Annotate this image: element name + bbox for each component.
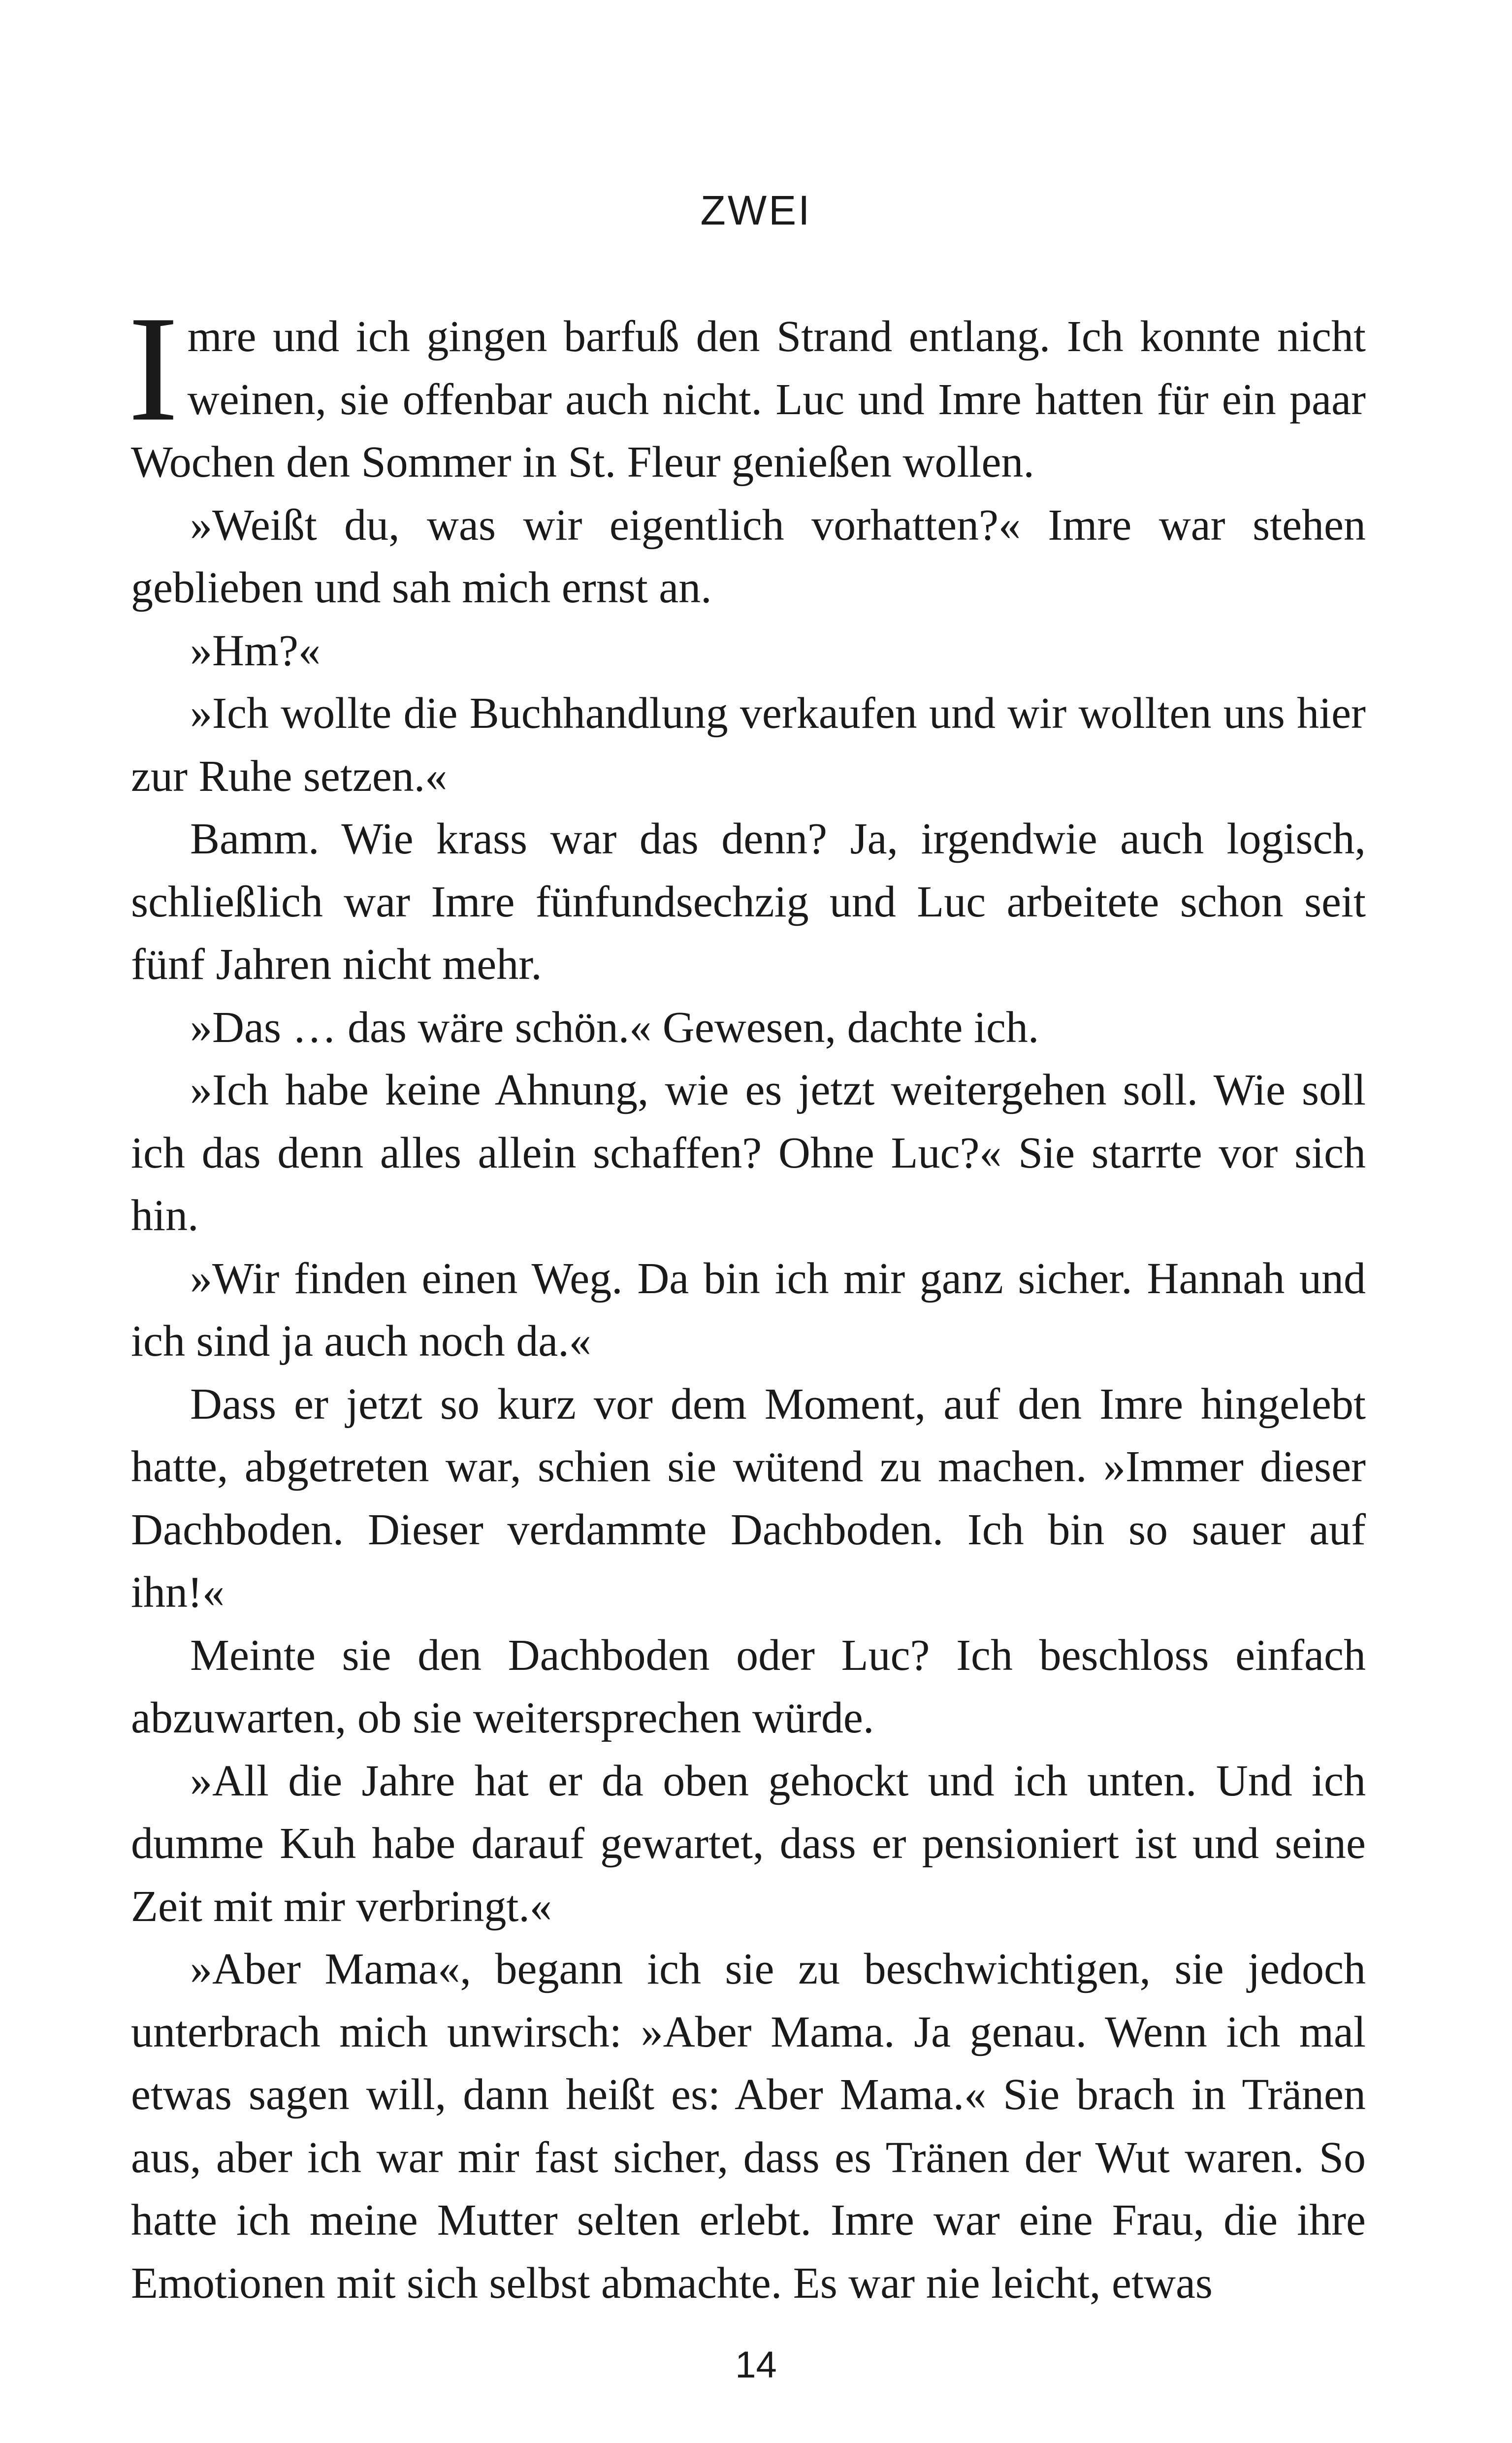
paragraph: »All die Jahre hat er da oben gehockt und ich unten. Und ich dumme Kuh habe darauf gewartet, dass er pensioniert ist und seine Zeit mit mir verbringt.« — [131, 1756, 1366, 1931]
page-number: 14 — [735, 2344, 777, 2386]
paragraph: »Das … das wäre schön.« Gewesen, dachte ich. — [190, 1003, 1039, 1052]
paragraph-text: mre und ich gingen barfuß den Strand entlang. Ich konnte nicht weinen, sie offenbar auch nicht. Luc und Imre hatten für ein paar Wochen den Sommer in St. Fleur genießen wollen. — [131, 312, 1366, 487]
paragraph: Bamm. Wie krass war das denn? Ja, irgendwie auch logisch, schließlich war Imre fünfundsechzig und Luc arbeitete schon seit fünf Jahren nicht mehr. — [131, 814, 1366, 989]
paragraph: Meinte sie den Dachboden oder Luc? Ich beschloss einfach abzuwarten, ob sie weitersprechen würde. — [131, 1630, 1366, 1742]
paragraph — [128, 285, 1366, 494]
paragraph: »Weißt du, was wir eigentlich vorhatten?« Imre war stehen geblieben und sah mich ernst an. — [131, 500, 1366, 612]
chapter-title: ZWEI — [700, 187, 812, 233]
paragraph: »Ich habe keine Ahnung, wie es jetzt weitergehen soll. Wie soll ich das denn alles allein schaffen? Ohne Luc?« Sie starrte vor sich hin. — [131, 1066, 1366, 1240]
paragraph: »Ich wollte die Buchhandlung verkaufen und wir wollten uns hier zur Ruhe setzen.« — [131, 689, 1366, 801]
paragraph: Dass er jetzt so kurz vor dem Moment, auf den Imre hingelebt hatte, abgetreten war, schien sie wütend zu machen. »Immer dieser Dachboden. Dieser verdammte Dachboden. Ich bin so sauer auf ihn!« — [131, 1379, 1366, 1617]
paragraph: »Aber Mama«, begann ich sie zu beschwichtigen, sie jedoch unterbrach mich unwirsch: »Aber Mama. Ja genau. Wenn ich mal etwas sagen will, dann heißt es: Aber Mama.« Sie brach in Tränen aus, aber ich war mir fast sicher, dass es Tränen der Wut waren. So hatte ich meine Mutter selten erlebt. Imre war eine Frau, die ihre Emotionen mit sich selbst abmachte. Es war nie leicht, etwas — [131, 1945, 1366, 2308]
drop-cap: I — [128, 285, 179, 453]
paragraph: »Hm?« — [190, 626, 321, 675]
body-text — [128, 285, 1366, 2314]
paragraph: »Wir finden einen Weg. Da bin ich mir ganz sicher. Hannah und ich sind ja auch noch da.« — [131, 1254, 1366, 1366]
